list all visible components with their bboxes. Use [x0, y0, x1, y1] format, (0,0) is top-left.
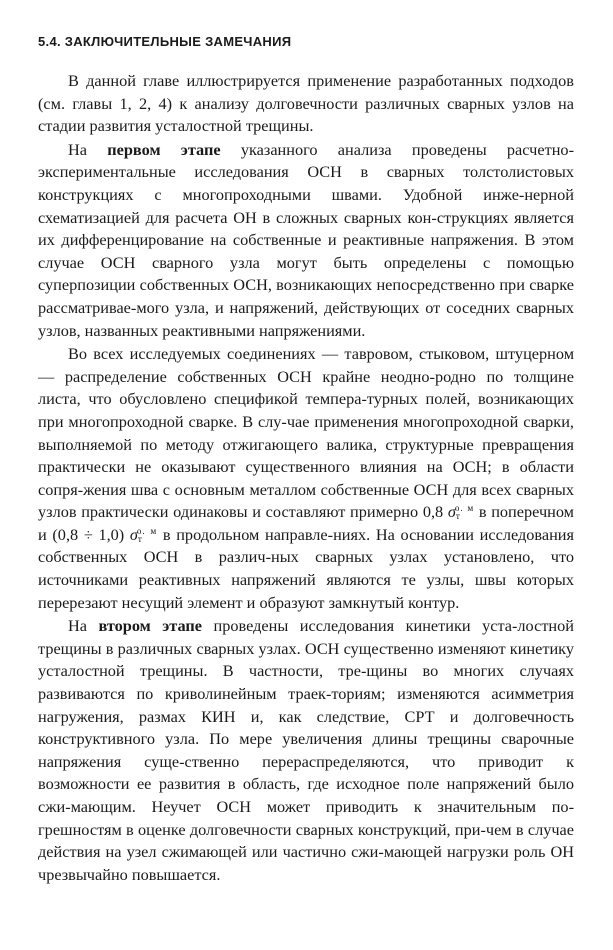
paragraph-first-stage-text: указанного анализа проведены расчетно-экспериментальные исследования ОСН в сварных толстолистовых конструкциях с многопроходными швами. Удобной инже-нерной схематизацией для расчета ОН в сложных сварных кон-струкциях является их дифференцирование на собственные и реактивные напряжения. В этом случае ОСН сварного узла могут быть определены с помощью суперпозиции собственных ОСН, возникающих непосредственно при сварке рассматривае-мого узла, и напряжений, действующих от соседних сварных узлов, названных реактивными напряжениями. [38, 139, 574, 340]
first-stage-label: первом этапе [107, 139, 221, 159]
sigma-subscript-2: т [137, 533, 142, 544]
paragraph-second-stage [38, 615, 574, 886]
sigma-superscript-1: о. м [454, 503, 475, 514]
sigma-symbol-1: σ [447, 502, 456, 522]
sigma-symbol-2: σ [129, 524, 138, 544]
paragraph-second-stage-text: проведены исследования кинетики уста-лостной трещины в различных сварных узлах. ОСН существенно изменяют кинетику усталостной трещины. В частности, тре-щины во многих случаях развиваются по криволинейным траек-ториям; изменяются асимметрия нагружения, размах КИН и, как следствие, СРТ и долговечность конструктивного узла. По мере увеличения длины трещины сварочные напряжения суще-ственно перераспределяются, что приводит к возможности ее развития в область, где исходное поле напряжений было сжи-мающим. Неучет ОСН может приводить к значительным по-грешностям в оценке долговечности сварных конструкций, при-чем в случае действия на узел сжимающей или частично сжи-мающей нагрузки роль ОН чрезвычайно повышается. [38, 616, 575, 884]
sigma-superscript-2: о. м [136, 525, 158, 536]
paragraph-first-stage [38, 139, 574, 342]
paragraph-welded-joints-mid: в поперечном и (0,8 ÷ 1,0) [38, 502, 574, 544]
second-stage-label: втором этапе [98, 616, 203, 636]
paragraph-welded-joints-part2: в продольном направле-ниях. На основании исследования собственных ОСН в различ-ных сварных узлах установлено, что источниками реактивных напряжений являются те узлы, швы которых перерезают несущий элемент и образуют замкнутый контур. [38, 524, 575, 612]
paragraph-welded-joints [38, 343, 574, 614]
paragraph-first-stage-pre: На [68, 139, 108, 159]
paragraph-second-stage-pre: На [68, 616, 99, 636]
section-heading: 5.4. ЗАКЛЮЧИТЕЛЬНЫЕ ЗАМЕЧАНИЯ [38, 34, 292, 49]
paragraph-intro: В данной главе иллюстрируется применение разработанных подходов (см. главы 1, 2, 4) к анализу долговечности различных сварных узлов на стадии развития усталостной трещины. [38, 71, 574, 136]
page [38, 32, 574, 887]
paragraph-welded-joints-part1: Во всех исследуемых соединениях — тавровом, стыковом, штуцерном — распределение собственных ОСН крайне неодно-родно по толщине листа, что обусловлено спецификой темпера-турных полей, возникающих при многопроходной сварке. В слу-чае применения многопроходной сварки, выполняемой по методу отжигающего валика, структурные превращения практически не оказывают существенного влияния на ОСН; в области сопря-жения шва с основным металлом собственные ОСН для всех сварных узлов практически одинаковы и составляют примерно 0,8 [38, 344, 574, 522]
sigma-subscript-1: т [455, 511, 460, 522]
